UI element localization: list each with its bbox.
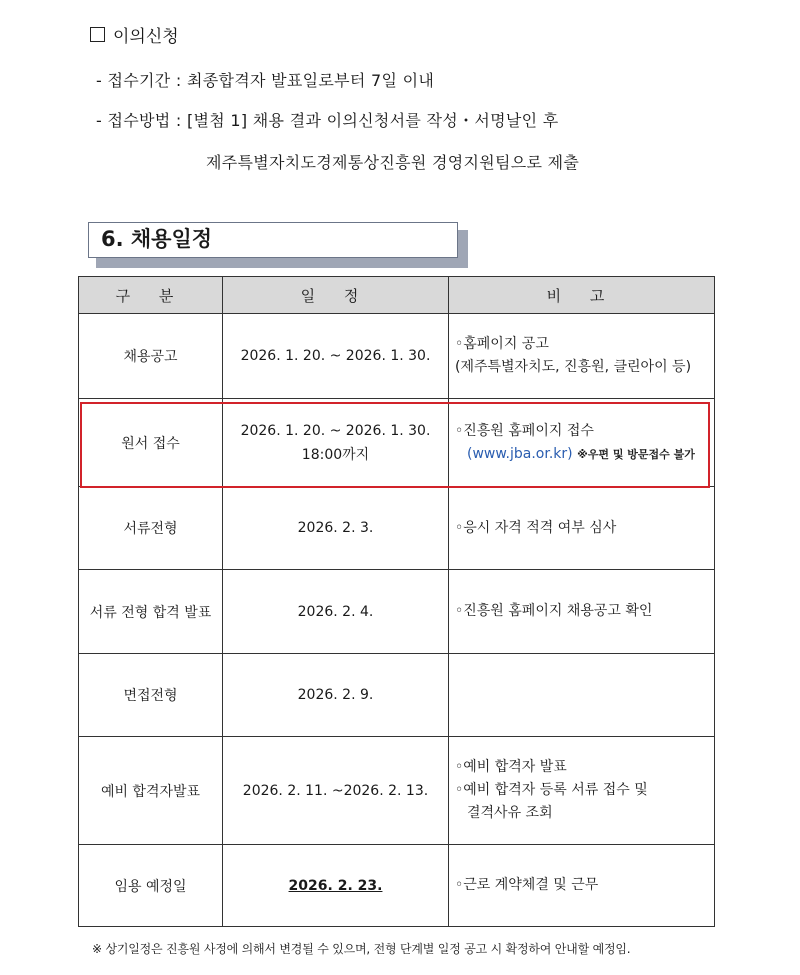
header-category: 구 분 — [79, 277, 223, 314]
row-notes — [449, 314, 715, 399]
note-line: (제주특별자치도, 진흥원, 클린아이 등) — [455, 359, 692, 375]
objection-method: - 접수방법 : [별첨 1] 채용 결과 이의신청서를 작성・서명날인 후 — [96, 111, 559, 130]
schedule-table — [78, 276, 715, 927]
row-notes — [449, 654, 715, 737]
header-date: 일 정 — [223, 277, 449, 314]
homepage-link[interactable]: (www.jba.or.kr) — [467, 445, 573, 462]
row-date: 2026. 2. 4. — [223, 570, 449, 654]
row-category: 원서 접수 — [79, 399, 223, 487]
row-notes — [449, 737, 715, 845]
section-title: 6. 채용일정 — [88, 222, 458, 258]
row-category: 서류전형 — [79, 487, 223, 570]
row-date: 2026. 2. 9. — [223, 654, 449, 737]
table-row — [79, 570, 715, 654]
objection-method-continued: 제주특별자치도경제통상진흥원 경영지원팀으로 제출 — [206, 153, 580, 172]
note-line: 결격사유 조회 — [467, 805, 553, 821]
objection-period: - 접수기간 : 최종합격자 발표일로부터 7일 이내 — [96, 71, 435, 90]
note-line: ◦응시 자격 적격 여부 심사 — [455, 519, 617, 536]
header-notes: 비 고 — [449, 277, 715, 314]
table-row — [79, 487, 715, 570]
footnote: ※ 상기일정은 진흥원 사정에 의해서 변경될 수 있으며, 전형 단계별 일정 공고 시 확정하여 안내할 예정임. — [92, 942, 631, 956]
table-row — [79, 737, 715, 845]
checkbox-icon — [90, 27, 105, 42]
note-line: ◦근로 계약체결 및 근무 — [455, 877, 599, 893]
table-header-row — [79, 277, 715, 314]
note-line — [455, 443, 713, 466]
note-line: ◦예비 합격자 등록 서류 접수 및 — [455, 782, 648, 798]
date-line: 18:00까지 — [301, 446, 370, 463]
row-date: 2026. 1. 20. ~ 2026. 1. 30. — [223, 314, 449, 399]
date-line: 2026. 1. 20. ~ 2026. 1. 30. — [240, 422, 431, 439]
note-line: ◦홈페이지 공고 — [455, 336, 549, 352]
objection-heading — [90, 22, 179, 47]
table-row — [79, 399, 715, 487]
objection-heading-text: 이의신청 — [113, 27, 179, 47]
appointment-date: 2026. 2. 23. — [288, 877, 383, 894]
row-date — [223, 845, 449, 927]
note-line: ◦예비 합격자 발표 — [455, 759, 567, 775]
table-row — [79, 654, 715, 737]
row-date: 2026. 2. 3. — [223, 487, 449, 570]
row-notes — [449, 487, 715, 570]
note-line: ◦진흥원 홈페이지 채용공고 확인 — [455, 603, 653, 619]
row-category: 채용공고 — [79, 314, 223, 399]
table-row — [79, 314, 715, 399]
note-line: ◦진흥원 홈페이지 접수 — [455, 422, 594, 439]
table-row — [79, 845, 715, 927]
row-notes — [449, 845, 715, 927]
row-category: 면접전형 — [79, 654, 223, 737]
row-category: 서류 전형 합격 발표 — [79, 570, 223, 654]
mail-visit-notice: ※우편 및 방문접수 불가 — [577, 447, 695, 461]
row-date: 2026. 2. 11. ~2026. 2. 13. — [223, 737, 449, 845]
row-notes — [449, 570, 715, 654]
row-category: 예비 합격자발표 — [79, 737, 223, 845]
section-title-box — [88, 222, 458, 258]
row-date — [223, 399, 449, 487]
row-category: 임용 예정일 — [79, 845, 223, 927]
row-notes — [449, 399, 715, 487]
